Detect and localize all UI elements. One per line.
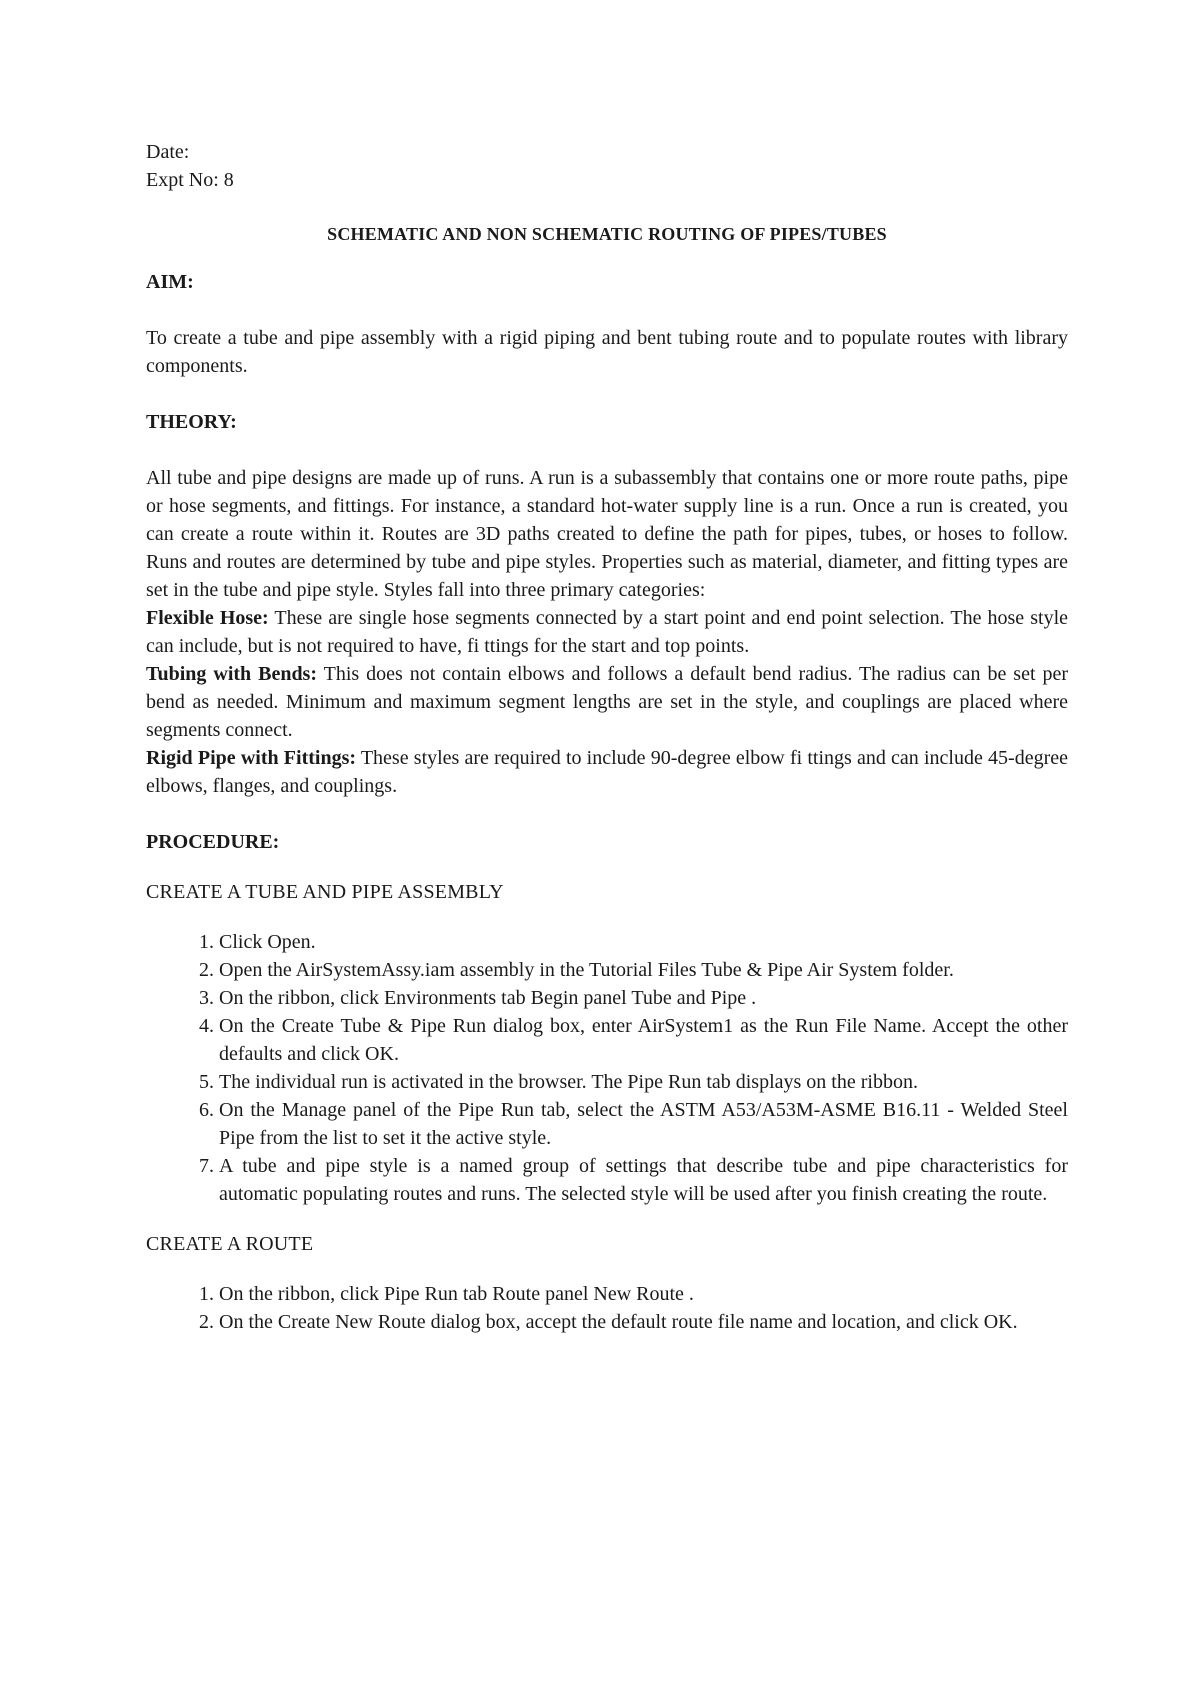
document-title: SCHEMATIC AND NON SCHEMATIC ROUTING OF PIPES/TUBES	[327, 224, 887, 244]
category-label: Tubing with Bends:	[146, 663, 318, 685]
list-item: 4. On the Create Tube & Pipe Run dialog box, enter AirSystem1 as the Run File Name. Accept the other defaults and click OK.	[219, 1012, 1068, 1068]
theory-heading: THEORY:	[146, 411, 237, 433]
section-title-route: CREATE A ROUTE	[146, 1233, 314, 1255]
category-rigid-pipe	[146, 744, 1068, 800]
experiment-number: Expt No: 8	[146, 169, 234, 191]
category-text: This does not contain elbows and follows a default bend radius. The radius can be set per bend as needed. Minimum and maximum segment lengths are set in the style, and couplings are placed where segments connect.	[146, 663, 1069, 741]
category-tubing-with-bends	[146, 660, 1068, 744]
list-item: 5. The individual run is activated in the browser. The Pipe Run tab displays on the ribbon.	[219, 1068, 1068, 1096]
theory-intro: All tube and pipe designs are made up of runs. A run is a subassembly that contains one or more route paths, pipe or hose segments, and fittings. For instance, a standard hot-water supply line is a run. Once a run is created, you can create a route within it. Routes are 3D paths created to define the path for pipes, tubes, or hoses to follow. Runs and routes are determined by tube and pipe styles. Properties such as material, diameter, and fitting types are set in the tube and pipe style. Styles fall into three primary categories:	[146, 467, 1068, 601]
list-item: 1. Click Open.	[219, 928, 1068, 956]
date-label: Date:	[146, 141, 190, 163]
aim-heading: AIM:	[146, 271, 194, 293]
list-item: 3. On the ribbon, click Environments tab Begin panel Tube and Pipe .	[219, 984, 1068, 1012]
list-item: 2. On the Create New Route dialog box, accept the default route file name and location, and click OK.	[219, 1308, 1068, 1336]
route-steps	[146, 1280, 1068, 1336]
category-label: Rigid Pipe with Fittings:	[146, 747, 357, 769]
category-text: These styles are required to include 90-degree elbow fi ttings and can include 45-degree elbows, flanges, and couplings.	[146, 747, 1068, 797]
list-item: 7. A tube and pipe style is a named group of settings that describe tube and pipe characteristics for automatic populating routes and runs. The selected style will be used after you finish creating the route.	[219, 1152, 1068, 1208]
section-title-assembly: CREATE A TUBE AND PIPE ASSEMBLY	[146, 881, 504, 903]
document-page	[146, 138, 1068, 1336]
list-item: 6. On the Manage panel of the Pipe Run tab, select the ASTM A53/A53M-ASME B16.11 - Welded Steel Pipe from the list to set it the active style.	[219, 1096, 1068, 1152]
category-label: Flexible Hose:	[146, 607, 269, 629]
aim-text: To create a tube and pipe assembly with a rigid piping and bent tubing route and to populate routes with library components.	[146, 327, 1068, 377]
list-item: 2. Open the AirSystemAssy.iam assembly in the Tutorial Files Tube & Pipe Air System folder.	[219, 956, 1068, 984]
category-text: These are single hose segments connected by a start point and end point selection. The hose style can include, but is not required to have, fi ttings for the start and top points.	[146, 607, 1069, 657]
category-flexible-hose	[146, 604, 1068, 660]
assembly-steps	[146, 928, 1068, 1208]
procedure-heading: PROCEDURE:	[146, 831, 280, 853]
list-item: 1. On the ribbon, click Pipe Run tab Route panel New Route .	[219, 1280, 1068, 1308]
